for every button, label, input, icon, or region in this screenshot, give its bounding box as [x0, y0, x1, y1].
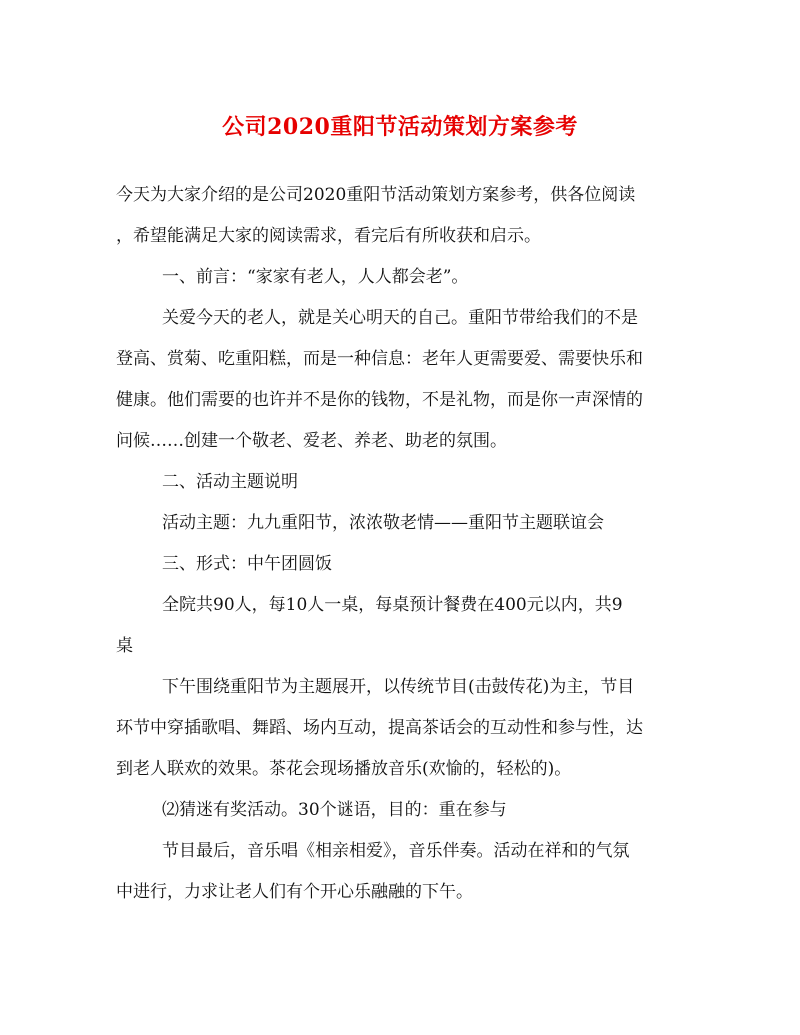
text-line-theme: 活动主题：九九重阳节，浓浓敬老情——重阳节主题联谊会	[162, 513, 604, 533]
text-line-afternoon-3: 到老人联欢的效果。茶花会现场播放音乐(欢愉的，轻松的)。	[116, 759, 572, 779]
section-heading-theme: 二、活动主题说明	[162, 472, 298, 492]
text-line-riddles: ⑵猜迷有奖活动。30个谜语，目的：重在参与	[162, 800, 507, 820]
text-line-closing-2: 中进行，力求让老人们有个开心乐融融的下午。	[116, 882, 473, 902]
text-line-care-4: 问候……创建一个敬老、爱老、养老、助老的氛围。	[116, 431, 507, 451]
text-line-afternoon-1: 下午围绕重阳节为主题展开，以传统节目(击鼓传花)为主，节目	[162, 677, 635, 697]
text-line-intro-2: ，希望能满足大家的阅读需求，看完后有所收获和启示。	[116, 226, 541, 246]
text-line-dinner-1: 全院共90人，每10人一桌，每桌预计餐费在400元以内，共9	[162, 595, 623, 615]
document-body	[116, 175, 696, 913]
text-line-care-1: 关爱今天的老人，就是关心明天的自己。重阳节带给我们的不是	[162, 308, 638, 328]
section-heading-format: 三、形式：中午团圆饭	[162, 554, 332, 574]
text-line-dinner-2: 桌	[116, 636, 133, 656]
text-line-care-2: 登高、赏菊、吃重阳糕，而是一种信息：老年人更需要爱、需要快乐和	[116, 349, 643, 369]
text-line-afternoon-2: 环节中穿插歌唱、舞蹈、场内互动，提高茶话会的互动性和参与性，达	[116, 718, 643, 738]
section-heading-preface: 一、前言：“家家有老人，人人都会老”。	[162, 267, 469, 287]
document-title: 公司2020重阳节活动策划方案参考	[222, 114, 578, 140]
text-line-closing-1: 节目最后，音乐唱《相亲相爱》，音乐伴奏。活动在祥和的气氛	[162, 841, 630, 861]
text-line-intro-1: 今天为大家介绍的是公司2020重阳节活动策划方案参考，供各位阅读	[116, 185, 636, 205]
text-line-care-3: 健康。他们需要的也许并不是你的钱物，不是礼物，而是你一声深情的	[116, 390, 643, 410]
